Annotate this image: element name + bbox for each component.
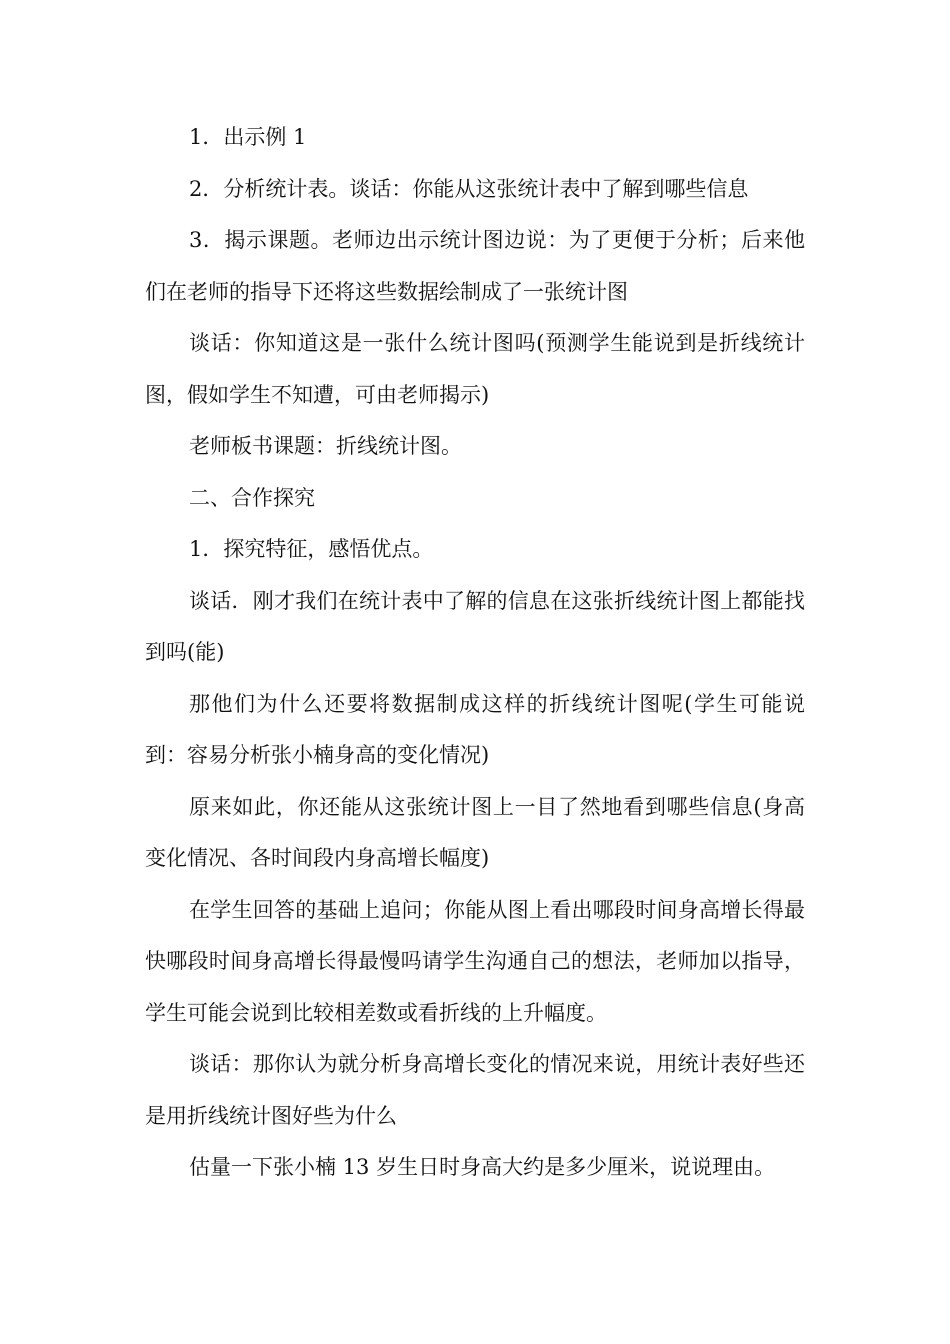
paragraph-9: 那他们为什么还要将数据制成这样的折线统计图呢(学生可能说到：容易分析张小楠身高的变化情况) [145, 691, 805, 767]
paragraph-11: 在学生回答的基础上追问；你能从图上看出哪段时间身高增长得最快哪段时间身高增长得最慢吗请学生沟通自己的想法，老师加以指导，学生可能会说到比较相差数或看折线的上升幅度。 [145, 897, 805, 1025]
paragraph-8: 谈话．刚才我们在统计表中了解的信息在这张折线统计图上都能找到吗(能) [145, 588, 805, 664]
paragraph-2: 2．分析统计表。谈话：你能从这张统计表中了解到哪些信息 [189, 176, 749, 201]
paragraph-5: 老师板书课题：折线统计图。 [189, 434, 462, 458]
paragraph-7: 1．探究特征，感悟优点。 [189, 537, 434, 561]
paragraph-13: 估量一下张小楠 13 岁生日时身高大约是多少厘米，说说理由。 [189, 1155, 776, 1179]
section-heading: 二、合作探究 [189, 485, 315, 510]
paragraph-1: 1．出示例 1 [189, 125, 307, 149]
paragraph-12: 谈话：那你认为就分析身高增长变化的情况来说，用统计表好些还是用折线统计图好些为什么 [145, 1052, 805, 1128]
paragraph-10: 原来如此，你还能从这张统计图上一目了然地看到哪些信息(身高变化情况、各时间段内身高增长幅度) [145, 794, 805, 870]
paragraph-4: 谈话：你知道这是一张什么统计图吗(预测学生能说到是折线统计图，假如学生不知遭，可由老师揭示) [145, 331, 805, 407]
paragraph-3: 3．揭示课题。老师边出示统计图边说：为了更便于分析；后来他们在老师的指导下还将这些数据绘制成了一张统计图 [145, 228, 805, 304]
document-body [145, 112, 805, 1194]
